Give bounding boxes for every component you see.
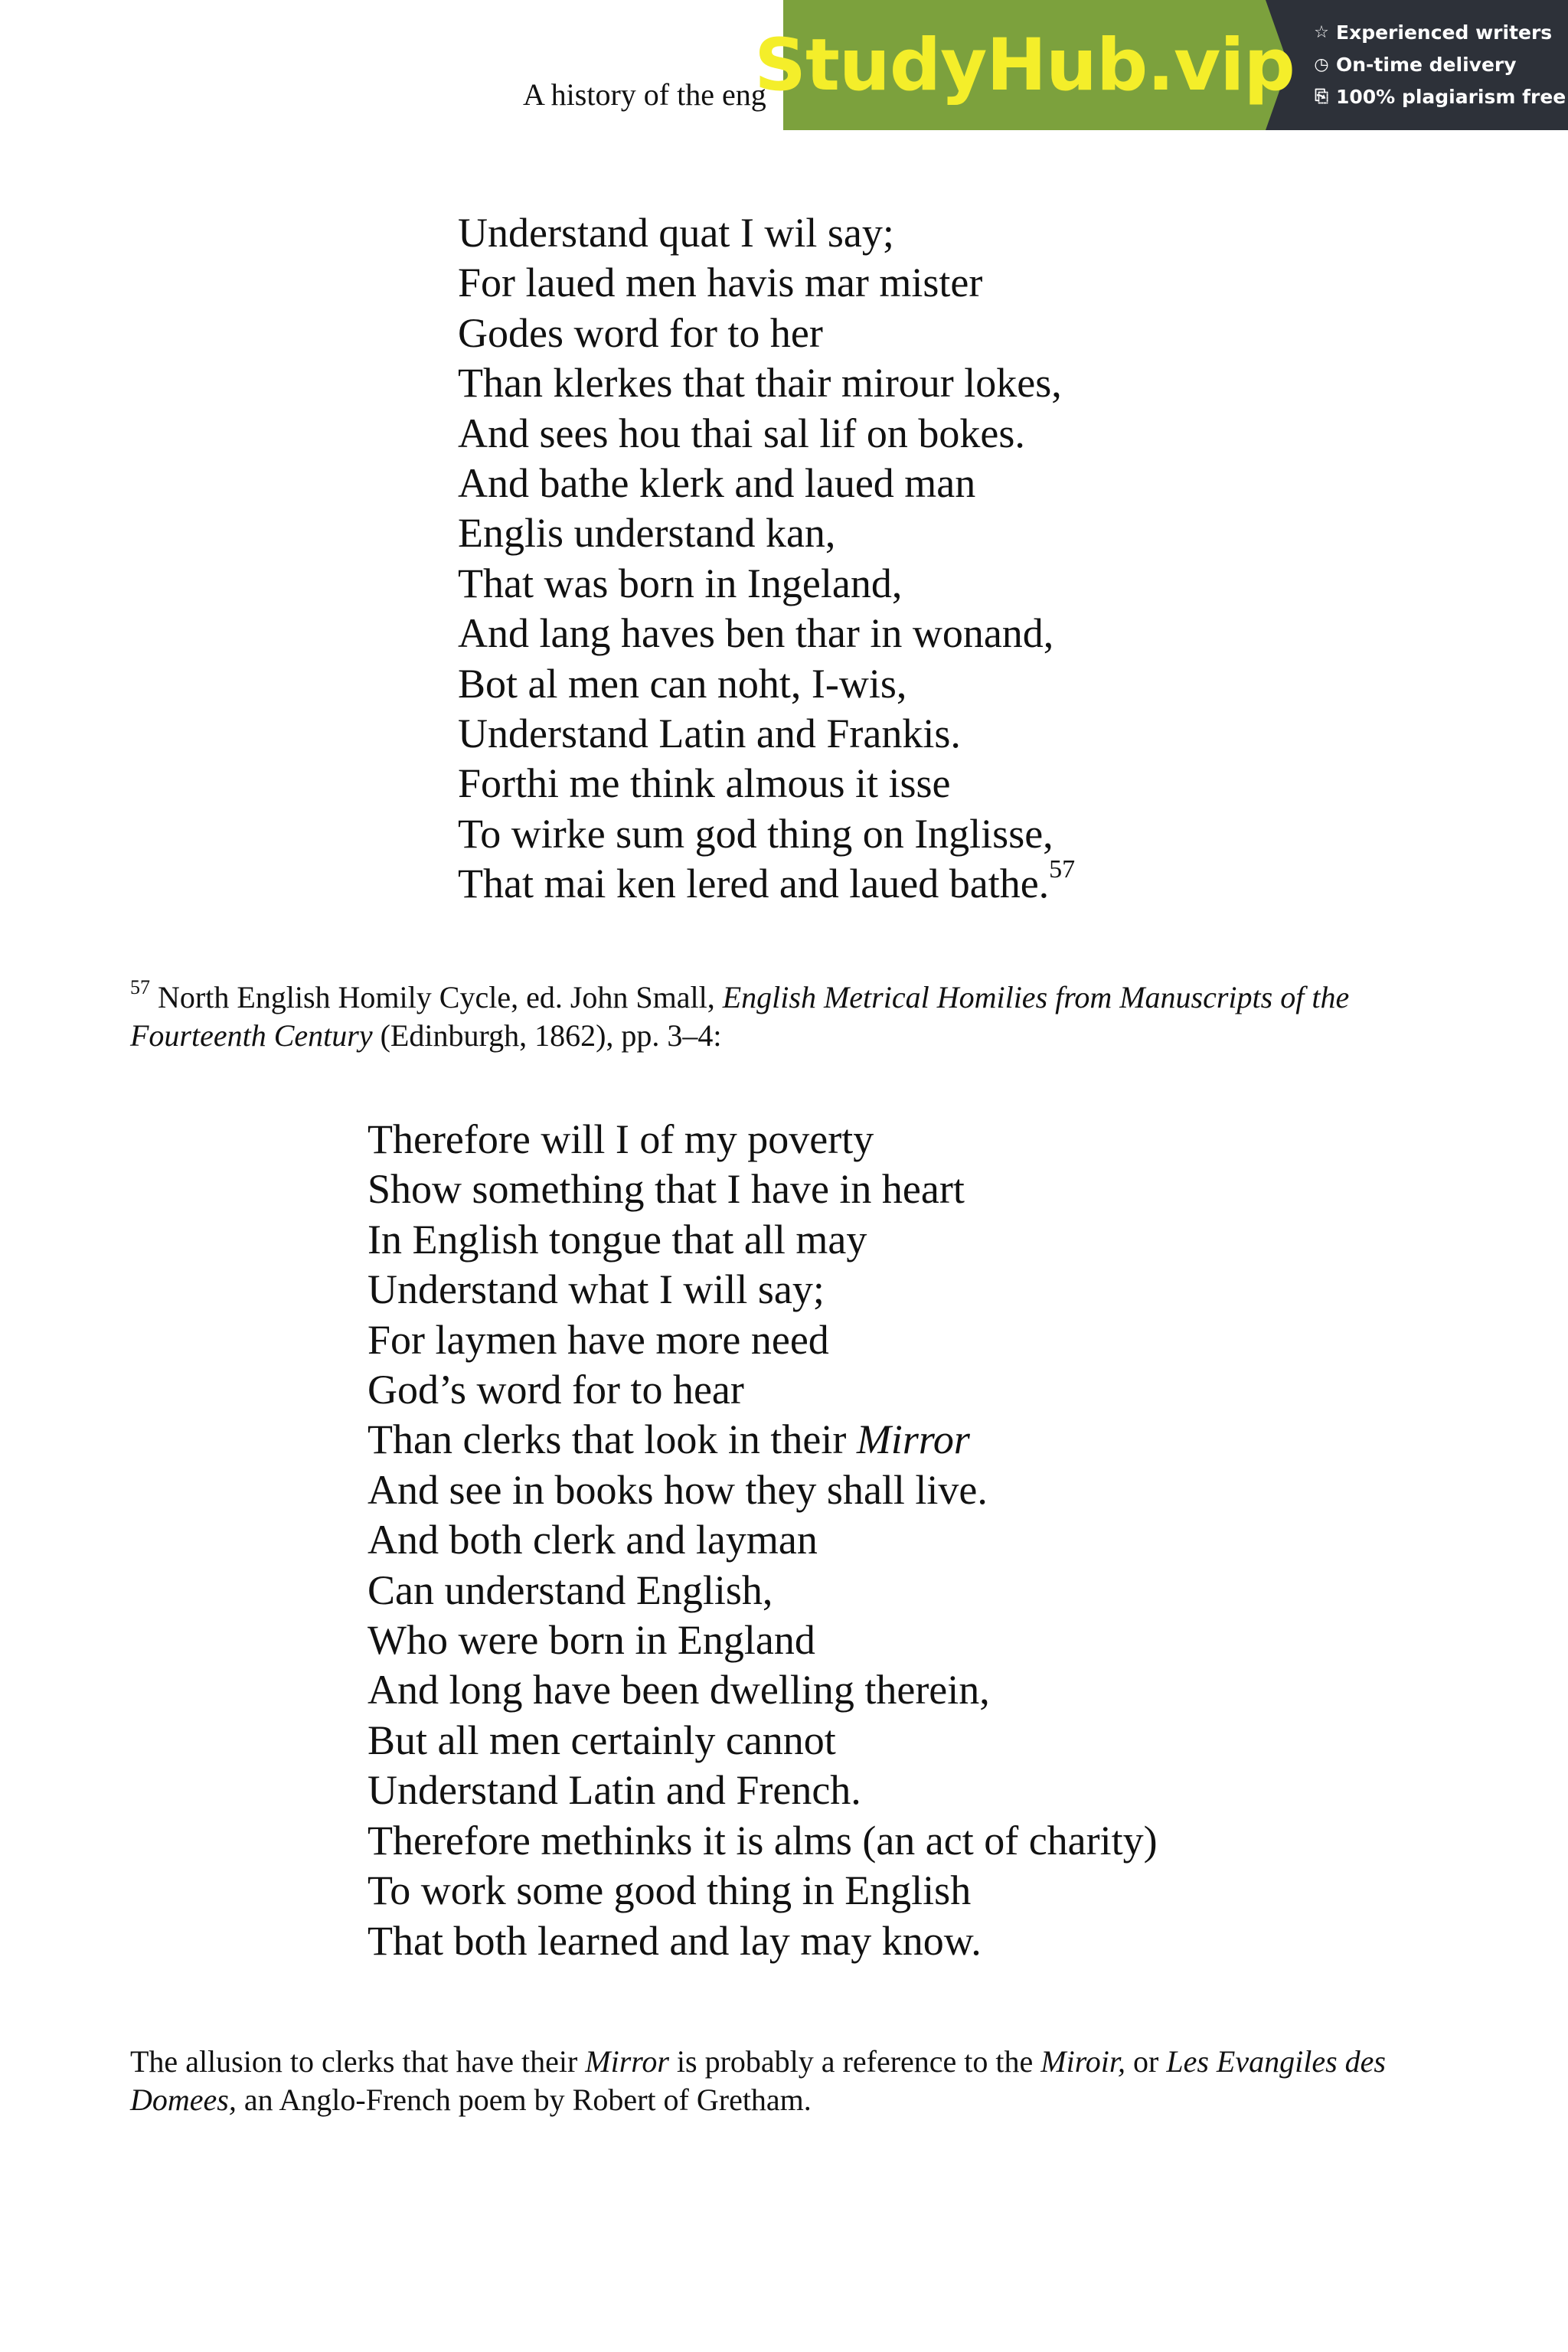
verse-line: Understand what I will say; xyxy=(368,1266,825,1313)
verse-line: And both clerk and layman xyxy=(368,1517,818,1563)
verse-line: And sees hou thai sal lif on bokes. xyxy=(458,410,1025,456)
verse-line: God’s word for to hear xyxy=(368,1367,744,1413)
verse-line: Understand quat I wil say; xyxy=(458,210,894,256)
verse-line: For laued men havis mar mister xyxy=(458,260,983,306)
ad-feature-label: Experienced writers xyxy=(1336,21,1553,44)
ad-feature-item xyxy=(1312,51,1568,79)
ad-feature-list xyxy=(1289,0,1568,130)
verse-line xyxy=(368,1415,1158,1465)
verse-line: Englis understand kan, xyxy=(458,510,836,557)
clock-icon: ◷ xyxy=(1314,55,1329,74)
verse-line: Therefore methinks it is alms (an act of charity) xyxy=(368,1817,1158,1864)
verse-line-text: That mai ken lered and laued bathe. xyxy=(458,861,1050,907)
ad-banner[interactable] xyxy=(754,0,1568,130)
verse-line: Understand Latin and Frankis. xyxy=(458,710,961,757)
ad-feature-item xyxy=(1312,19,1568,47)
italic-title: Les Evangiles des Domees, xyxy=(130,2044,1386,2117)
ad-feature-label: 100% plagiarism free xyxy=(1336,86,1566,108)
verse-line: Show something that I have in heart xyxy=(368,1166,965,1213)
paragraph-text: The allusion to clerks that have their xyxy=(130,2044,586,2079)
verse-line-text: Than clerks that look in their xyxy=(368,1416,857,1463)
ad-logo-text: StudyHub.vip xyxy=(754,23,1295,107)
footnote-number: 57 xyxy=(130,976,150,998)
verse-line: Godes word for to her xyxy=(458,309,823,356)
ad-feature-item xyxy=(1312,83,1568,111)
verse-line: Who were born in England xyxy=(368,1617,815,1664)
verse-line: Than klerkes that thair mirour lokes, xyxy=(458,360,1062,407)
verse-line: But all men certainly cannot xyxy=(368,1717,836,1763)
paragraph-text: an Anglo-French poem by Robert of Gretham. xyxy=(236,2082,812,2117)
footnote-reference[interactable]: 57 xyxy=(1049,855,1076,884)
italic-title: Miroir, xyxy=(1040,2044,1126,2079)
verse-line: Can understand English, xyxy=(368,1566,773,1613)
verse-line: Understand Latin and French. xyxy=(368,1767,861,1814)
ad-logo[interactable] xyxy=(754,0,1295,130)
verse-line: And bathe klerk and laued man xyxy=(458,460,976,507)
italic-title: Mirror xyxy=(585,2044,669,2079)
verse-line: For laymen have more need xyxy=(368,1316,829,1363)
verse-line: Forthi me think almous it isse xyxy=(458,760,951,807)
verse-line: Therefore will I of my poverty xyxy=(368,1116,874,1162)
original-verse xyxy=(458,208,1075,910)
verse-line: Bot al men can noht, I-wis, xyxy=(458,660,907,707)
verse-line: And see in books how they shall live. xyxy=(368,1466,988,1513)
verse-line xyxy=(458,855,1076,909)
footnote xyxy=(130,978,1447,1055)
footnote-text: (Edinburgh, 1862), pp. 3–4: xyxy=(372,1018,722,1053)
closing-paragraph xyxy=(130,2043,1447,2119)
translated-verse xyxy=(368,1115,1158,1966)
verse-line: And lang haves ben thar in wonand, xyxy=(458,610,1054,657)
running-header: A history of the eng xyxy=(523,77,766,112)
verse-line: To wirke sum god thing on Inglisse, xyxy=(458,810,1054,857)
verse-line: And long have been dwelling therein, xyxy=(368,1667,990,1713)
footnote-text: North English Homily Cycle, ed. John Small, xyxy=(150,980,723,1014)
footnote-source-title: English Metrical Homilies from Manuscripts of the Fourteenth Century xyxy=(130,980,1350,1053)
verse-line: To work some good thing in English xyxy=(368,1867,972,1914)
verse-line: That both learned and lay may know. xyxy=(368,1917,982,1964)
verse-line: That was born in Ingeland, xyxy=(458,560,903,606)
paragraph-text: is probably a reference to the xyxy=(668,2044,1041,2079)
verse-line: In English tongue that all may xyxy=(368,1216,867,1263)
italic-title: Mirror xyxy=(856,1416,970,1463)
copy-check-icon: ⎘ xyxy=(1315,87,1328,106)
star-outline-icon: ☆ xyxy=(1314,23,1329,42)
ad-feature-label: On-time delivery xyxy=(1336,54,1517,76)
paragraph-text: or xyxy=(1125,2044,1167,2079)
